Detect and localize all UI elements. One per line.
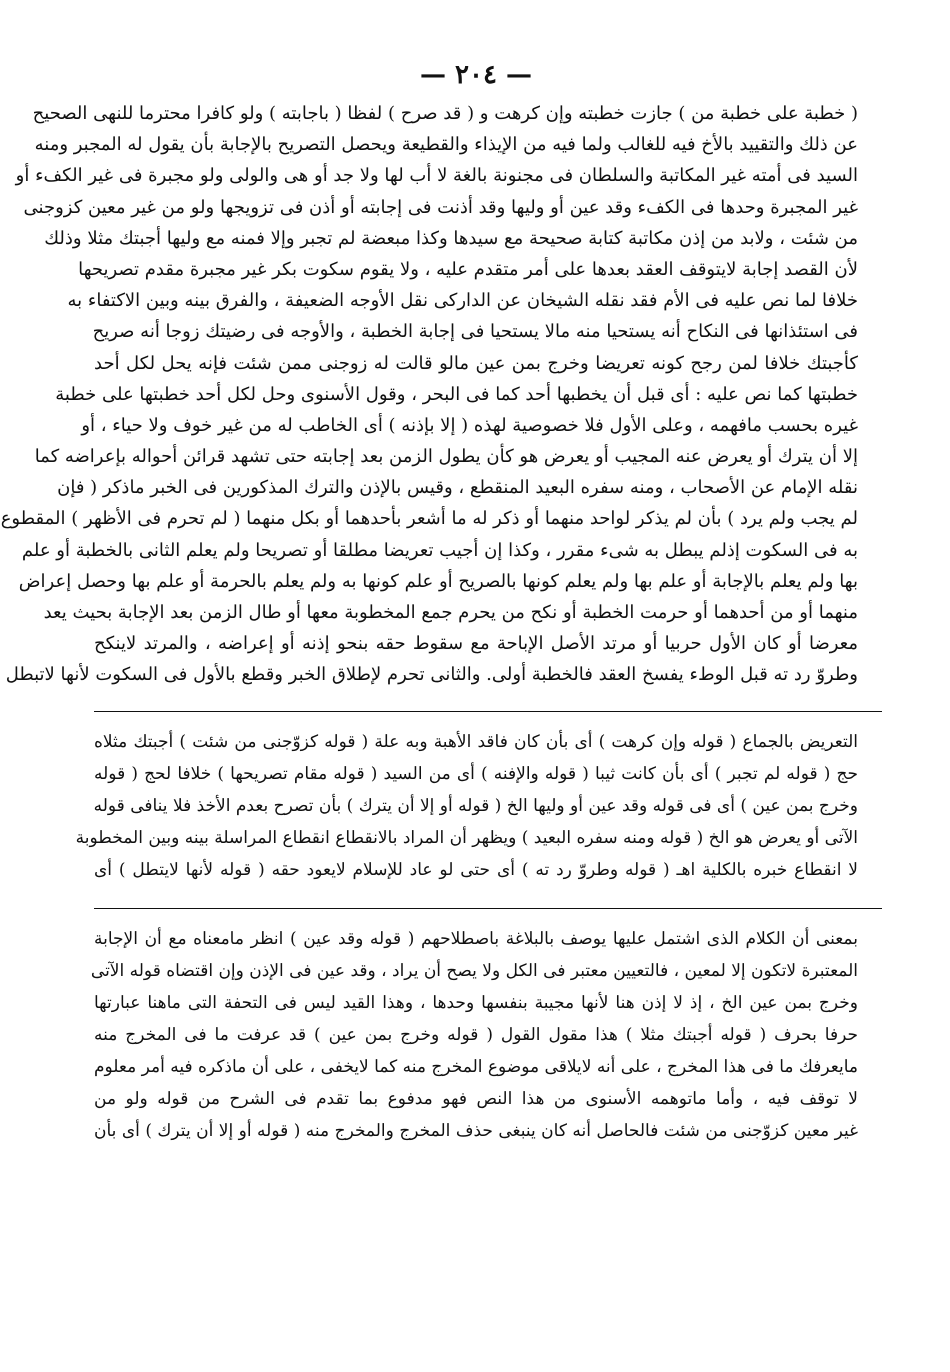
text-line: حرفا بحرف ( قوله أجبتك مثلا ) هذا مقول القول ( قوله وخرج بمن عين ) قد عرفت ما فى المخرج منه — [94, 1024, 858, 1045]
text-line: معرضا أو كان الأول حربيا أو مرتد الأصل الإباحة مع سقوط حقه بنحو إذنه أو إعراضه ، والمرتد لاينكح — [94, 633, 858, 655]
text-line: ( خطبة على خطبة من ) جازت خطبته وإن كرهت و ( قد صرح ) لفظا ( باجابته ) ولو كافرا محترما للنهى الصحيح — [32, 103, 858, 124]
footnote-block-1 — [75, 726, 858, 886]
text-line: وطروّ رد ته قبل الوطء يفسخ العقد فالخطبة أولى. والثانى تحرم لإطلاق الخبر وقطع بالأول فى السكوت لأنها لاتبطل — [5, 664, 858, 686]
footnote-separator-2 — [94, 908, 882, 909]
text-line: من شئت ، ولابد من إذن مكاتبة كتابة صحيحة مع سيدها وكذا مبعضة لم تجبر وإلا فمنه مع وليها أجبتك مثلا وذلك — [44, 227, 858, 249]
text-line: فى استئذانها فى النكاح أنه يستحيا منه مالا يستحيا فى إجابة الخطبة ، والأوجه فى رضيتك زوجا أنه صريح — [92, 321, 858, 343]
text-line: الآتى أو يعرض هو الخ ( قوله ومنه سفره البعيد ) ويظهر أن المراد بالانقطاع انقطاع المراسلة بينه وبين المخطوبة — [75, 827, 858, 848]
text-line: منهما أو من أحدهما أو حرمت الخطبة أو نكح من يحرم جمع المخطوبة معها أو طال الزمن بعد الإجابة بحيث يعد — [43, 602, 858, 623]
text-line: بمعنى أن الكلام الذى اشتمل عليها يوصف بالبلاغة باصطلاحهم ( قوله وقد عين ) انظر مامعناه مع أن الإجابة — [94, 928, 858, 949]
text-line: التعريض بالجماع ( قوله وإن كرهت ) أى بأن كان فاقد الأهبة وبه علة ( قوله كزوّجنى من شئت ) أجبتك مثلاه — [94, 731, 858, 752]
text-line: به فى السكوت إذلم يبطل به شىء مقرر ، وكذا إن أجيب تعريضا مطلقا أو تصريحا ولم يعلم الثانى بالخطبة أو علم — [21, 539, 858, 561]
footnote-separator-1 — [94, 711, 882, 712]
text-line: إلا أن يترك أو يعرض عنه المجيب أو يعرض هو كأن يطول الزمن بعد إجابته حتى تشهد قرائن أحواله بإعراضه كما — [34, 446, 858, 468]
footnote-block-2 — [90, 923, 858, 1147]
text-line: خطبتها كما نص عليه : أى قبل أن يخطبها أحد كما فى البحر ، وقول الأسنوى وحل لكل أحد خطبتها على خطبة — [55, 383, 858, 405]
text-line: خلافا لما نص عليه فى الأم فقد نقله الشيخان عن الداركى نقل الأوجه الضعيفة ، والفرق بينه وبين الاكتفاء به — [67, 290, 858, 312]
text-line: المعتبرة لاتكون إلا لمعين ، فالتعيين معتبر فى الكل ولا يصح أن يراد ، وقد عين فى الإذن وإن اقتضاه قوله الآتى — [90, 960, 858, 981]
text-line: لا توقف فيه ، وأما ماتوهمه الأسنوى من هذا النص فهو مدفوع بما تقدم فى الشرح من قوله ولو من — [94, 1088, 858, 1109]
text-line: مايعرفك ما فى هذا المخرج ، على أنه لايلاقى موضوع المخرج منه كما لايخفى ، على أن ماذكره فيه أمر معلوم — [94, 1056, 858, 1077]
text-line: لأن القصد إجابة لايتوقف العقد بعدها على أمر متقدم عليه ، ولا يقوم سكوت بكر غير مجبرة مقدم تصريحها — [78, 258, 858, 280]
text-line: وخرج بمن عين الخ ، إذ لا إذن هنا لأنها مجيبة بنفسها وحدها ، وهذا القيد ليس فى التحفة التى ماهنا عبارتها — [94, 992, 858, 1013]
text-line: عن ذلك والتقييد بالأخ فيه للغالب ولما فيه من الإيذاء والقطيعة ويحصل التصريح بالإجابة بأن يقول له المجبر ومنه — [34, 134, 858, 156]
main-text — [0, 98, 858, 691]
text-line: لا انقطاع خبره بالكلية اهـ ( قوله وطروّ رد ته ) أى حتى لو عاد للإسلام لايعود حقه ( قوله لأنها لايتطل ) أى — [94, 859, 858, 880]
text-line: غير معين كزوّجنى من شئت فالحاصل أنه كان ينبغى حذف المخرج والمخرج منه ( قوله أو إلا أن يترك ) أى بأن — [94, 1120, 858, 1141]
text-line: السيد فى أمته غير المكاتبة والسلطان فى مجنونة بالغة لا أب لها ولا جد أو هى والولى ولو مجبرة فى غير الكفء أو — [15, 165, 858, 187]
text-line: بها ولم يعلم بالإجابة أو علم بها ولم يعلم كونها بالصريح أو علم كونها به ولم يعلم بالحرمة أو علم بها وحصل إعراض — [18, 570, 858, 592]
text-line: نقله الإمام عن الأصحاب ، ومنه سفره البعيد المنقطع ، وقيس بالإذن والترك المذكورين فى الخبر ماذكر ( فإن — [57, 477, 858, 499]
text-line: غير المجبرة وحدها فى الكفء وقد عين أو وليها وقد أذنت فى إجابته أو أذن فى تزويجها ولو من غير معين كزوجنى — [23, 196, 858, 218]
page-number: — ٢٠٤ — — [419, 60, 533, 90]
text-line: كأجبتك خلافا لمن رجح كونه تعريضا وخرج بمن عين مالو قالت له زوجنى ممن شئت فإنه يحل لكل أحد — [94, 352, 858, 374]
text-line: وخرج بمن عين ) أى فى قوله وقد عين أو وليها الخ ( قوله أو إلا أن يترك ) بأن تصرح بعدم الأخذ فلا ينافى قوله — [93, 795, 858, 816]
text-line: حج ( قوله لم تجبر ) أى بأن كانت ثيبا ( قوله والإفنه ) أى من السيد ( قوله مقام تصريحها ) خلافا لحج ( قوله — [94, 763, 858, 784]
text-line: لم يجب ولم يرد ) بأن لم يذكر لواحد منهما أو ذكر له ما أشعر بأحدهما أو بكل منهما ( لم تحرم فى الأظهر ) المقطوع — [0, 508, 858, 530]
text-line: غيره بحسب مافهمه ، وعلى الأول فلا خصوصية لهذه ( إلا بإذنه ) أى الخاطب له من غير خوف ولا حياء ، أو — [81, 414, 858, 436]
